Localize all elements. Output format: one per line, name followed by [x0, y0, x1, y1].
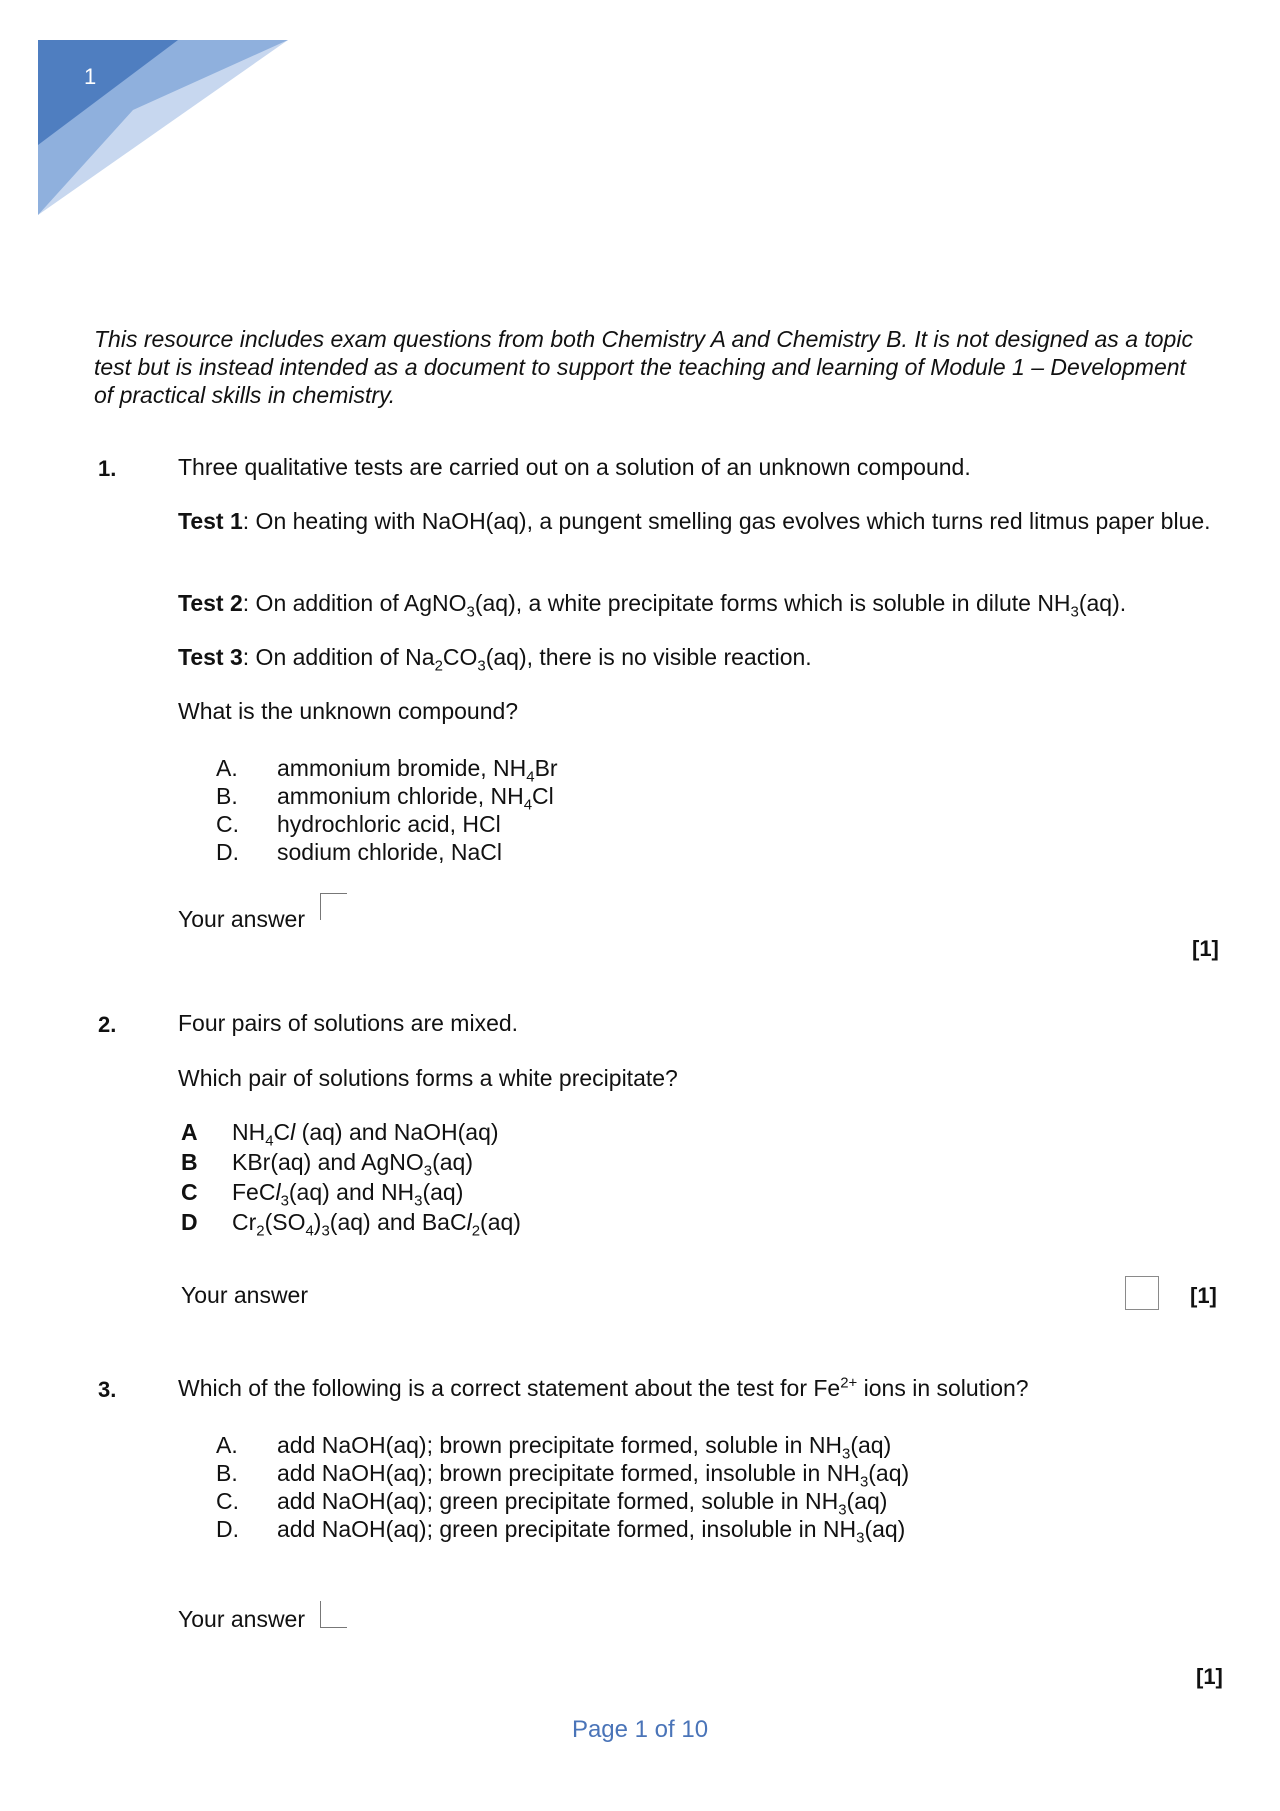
q2-option-d-sub2: 4	[305, 1222, 314, 1240]
q3-option-d-letter: D.	[216, 1516, 239, 1542]
q3-option-c-sub: 3	[838, 1501, 847, 1519]
q3-option-c-text	[277, 1488, 888, 1519]
q1-option-d-letter: D.	[216, 839, 239, 865]
q2-option-b-sub: 3	[423, 1162, 433, 1180]
q1-test3-sub: 2	[434, 657, 443, 675]
q1-test1	[178, 507, 1218, 535]
q1-test1-label: Test 1	[178, 508, 243, 534]
q3-stem-post: ions in solution?	[857, 1375, 1029, 1401]
q3-option-c-pre: add NaOH(aq); green precipitate formed, soluble in NH	[277, 1488, 839, 1514]
q2-option-d-sub3: 3	[321, 1222, 330, 1240]
q1-test2-sub2: 3	[1070, 603, 1079, 621]
q3-option-b-letter: B.	[216, 1460, 238, 1486]
q1-test3-label: Test 3	[178, 644, 243, 670]
q2-option-d-t2: (SO	[264, 1209, 306, 1235]
q1-test2-post: (aq), a white precipitate forms which is soluble in dilute NH	[474, 590, 1071, 616]
q2-stem: Four pairs of solutions are mixed.	[178, 1010, 519, 1036]
q1-test2-end: (aq).	[1078, 590, 1127, 616]
q1-question: What is the unknown compound?	[178, 698, 519, 724]
q3-option-d-pre: add NaOH(aq); green precipitate formed, insoluble in NH	[277, 1516, 857, 1542]
q2-option-b-t1: KBr(aq) and AgNO	[232, 1149, 424, 1175]
q1-option-b-letter: B.	[216, 783, 238, 809]
q1-test3-post: (aq), there is no visible reaction.	[485, 644, 812, 670]
q2-option-a-t3: (aq) and NaOH(aq)	[295, 1119, 499, 1145]
page-footer: Page 1 of 10	[571, 1716, 709, 1743]
q1-stem: Three qualitative tests are carried out on a solution of an unknown compound.	[178, 454, 971, 480]
q2-option-d-sub4: 2	[471, 1222, 481, 1240]
q1-option-b-post: Cl	[532, 783, 554, 809]
q1-option-a-text	[277, 755, 558, 786]
q3-option-d-text	[277, 1516, 906, 1547]
q2-answer-box[interactable]	[1125, 1276, 1159, 1310]
q3-option-d-sub: 3	[856, 1529, 865, 1547]
q2-question: Which pair of solutions forms a white precipitate?	[178, 1065, 678, 1091]
q2-option-d-t1: Cr	[232, 1209, 257, 1235]
q2-option-c-t2: (aq) and NH	[288, 1179, 415, 1205]
q2-option-b-letter: B	[181, 1149, 198, 1175]
q3-option-a-post: (aq)	[850, 1432, 892, 1458]
q1-option-a-sub: 4	[526, 768, 535, 786]
q1-test2-label: Test 2	[178, 590, 243, 616]
q2-option-a-sub: 4	[265, 1132, 274, 1150]
q2-option-a-text	[232, 1119, 499, 1150]
q2-option-d-t4: (aq) and BaC	[329, 1209, 467, 1235]
q3-option-b-pre: add NaOH(aq); brown precipitate formed, insoluble in NH	[277, 1460, 860, 1486]
q3-option-a-sub: 3	[842, 1445, 851, 1463]
q2-option-b-t2: (aq)	[432, 1149, 473, 1175]
q3-option-a-letter: A.	[216, 1432, 238, 1458]
q3-answer-box[interactable]	[320, 1601, 347, 1628]
q2-option-a-ital: l	[290, 1119, 296, 1145]
q2-option-c-ital: l	[275, 1179, 281, 1205]
q2-answer-label: Your answer	[181, 1282, 309, 1308]
q2-option-d-ital: l	[466, 1209, 472, 1235]
q3-option-c-post: (aq)	[846, 1488, 888, 1514]
q2-option-d-text	[232, 1209, 521, 1240]
q1-test1-text: : On heating with NaOH(aq), a pungent smelling gas evolves which turns red litmus paper blue.	[242, 508, 1211, 534]
q3-option-b-text	[277, 1460, 910, 1491]
q1-option-a-letter: A.	[216, 755, 238, 781]
q2-option-b-text	[232, 1149, 473, 1180]
q2-option-c-t1: FeC	[232, 1179, 276, 1205]
q1-option-b-pre: ammonium chloride, NH	[277, 783, 524, 809]
q3-option-b-sub: 3	[859, 1473, 869, 1491]
q3-option-d-post: (aq)	[864, 1516, 906, 1542]
q3-option-c-letter: C.	[216, 1488, 239, 1514]
q1-option-a-pre: ammonium bromide, NH	[277, 755, 527, 781]
q1-answer-box[interactable]	[320, 893, 347, 920]
corner-page-number: 1	[84, 64, 97, 89]
q2-number: 2.	[98, 1012, 117, 1037]
q3-stem-sup: 2+	[840, 1374, 858, 1392]
q1-test3	[178, 643, 1218, 675]
q3-option-a-pre: add NaOH(aq); brown precipitate formed, soluble in NH	[277, 1432, 843, 1458]
q1-test3-pre: : On addition of Na	[242, 644, 435, 670]
q3-option-a-text	[277, 1432, 892, 1463]
q1-test3-mid: CO	[442, 644, 478, 670]
q2-option-c-text	[232, 1179, 464, 1210]
q3-stem	[178, 1374, 1029, 1402]
q2-option-d-t3: )	[313, 1209, 322, 1235]
q2-option-c-t3: (aq)	[422, 1179, 464, 1205]
q2-option-d-t5: (aq)	[480, 1209, 521, 1235]
q2-option-a-t2: C	[273, 1119, 291, 1145]
q1-option-a-post: Br	[534, 755, 558, 781]
q1-test2-sub: 3	[466, 603, 475, 621]
q1-option-c-text: hydrochloric acid, HCl	[277, 811, 501, 837]
q3-marks: [1]	[1196, 1664, 1223, 1689]
q1-test3-sub2: 3	[477, 657, 486, 675]
q1-number: 1.	[98, 456, 117, 481]
q2-option-c-sub2: 3	[414, 1192, 423, 1210]
q2-marks: [1]	[1190, 1283, 1217, 1308]
q3-option-b-post: (aq)	[868, 1460, 910, 1486]
intro-paragraph: This resource includes exam questions from both Chemistry A and Chemistry B. It is not designed as a topic test but is instead intended as a document to support the teaching and learning of Module 1 – Development of practical skills in chemistry.	[94, 326, 1193, 408]
q2-option-c-sub: 3	[280, 1192, 289, 1210]
q1-test2-pre: : On addition of AgNO	[242, 590, 467, 616]
header-corner-graphic	[38, 40, 288, 215]
q2-option-a-letter: A	[181, 1119, 198, 1145]
q1-option-c-letter: C.	[216, 811, 239, 837]
q2-option-d-sub1: 2	[256, 1222, 265, 1240]
q1-option-b-sub: 4	[523, 796, 533, 814]
q1-test2	[178, 589, 1238, 621]
q1-answer-label: Your answer	[178, 906, 306, 932]
q1-option-b-text	[277, 783, 554, 814]
q2-option-c-letter: C	[181, 1179, 198, 1205]
q1-marks: [1]	[1192, 936, 1219, 961]
q3-stem-pre: Which of the following is a correct statement about the test for Fe	[178, 1375, 841, 1401]
q2-option-a-t1: NH	[232, 1119, 266, 1145]
q3-number: 3.	[98, 1377, 117, 1402]
q1-option-d-text: sodium chloride, NaCl	[277, 839, 502, 865]
q2-option-d-letter: D	[181, 1209, 198, 1235]
q3-answer-label: Your answer	[178, 1606, 306, 1632]
